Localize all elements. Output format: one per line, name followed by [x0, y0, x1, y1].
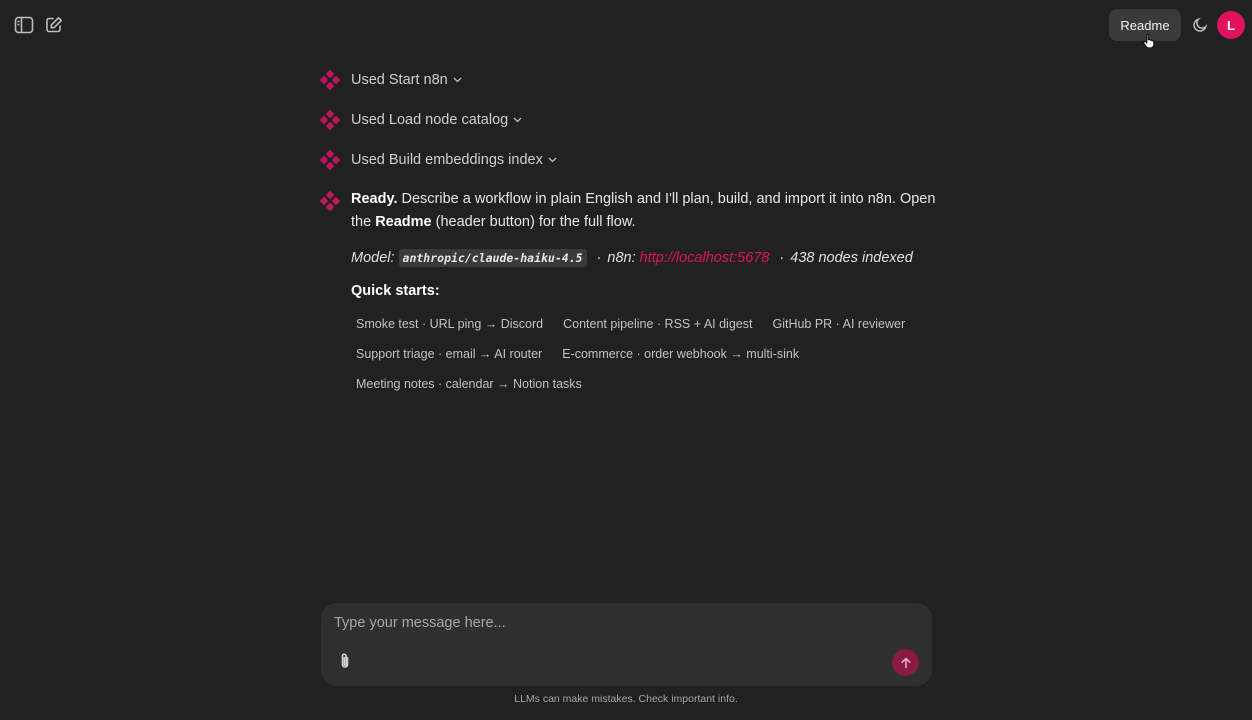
quick-starts-list — [351, 309, 921, 399]
nodes-count: 438 nodes indexed — [790, 250, 913, 266]
readme-reference: Readme — [375, 214, 432, 230]
chevron-down-icon — [548, 157, 557, 163]
avatar[interactable]: L — [1217, 11, 1245, 39]
model-info: Model: anthropic/claude-haiku-4.5 · n8n: http://localhost:5678 · 438 nodes indexed — [351, 250, 913, 266]
mouse-cursor-icon — [1143, 33, 1155, 53]
n8n-logo-icon — [320, 191, 340, 211]
quick-start-meeting-notes[interactable]: Meeting notes · calendar → Notion tasks — [356, 377, 582, 391]
quick-start-github-pr[interactable]: GitHub PR · AI reviewer — [772, 317, 906, 331]
quick-start-smoke-test[interactable]: Smoke test · URL ping → Discord — [356, 317, 544, 331]
disclaimer-text: LLMs can make mistakes. Check important info. — [514, 693, 738, 705]
tool-step-build-embeddings-index[interactable] — [320, 148, 557, 172]
new-chat-icon[interactable] — [42, 13, 66, 37]
message-composer — [321, 603, 932, 686]
quick-start-e-commerce[interactable]: E-commerce · order webhook → multi-sink — [562, 347, 800, 361]
readme-button[interactable]: Readme — [1109, 9, 1181, 41]
n8n-logo-icon — [320, 70, 340, 90]
message-input[interactable] — [334, 611, 894, 635]
ready-label: Ready. — [351, 191, 398, 207]
paperclip-icon[interactable] — [335, 651, 355, 671]
tool-step-start-n8n[interactable] — [320, 68, 462, 92]
chevron-down-icon — [513, 117, 522, 123]
top-bar — [0, 0, 1252, 50]
arrow-up-icon — [900, 657, 912, 669]
n8n-url-link[interactable]: http://localhost:5678 — [639, 250, 770, 266]
tool-step-load-node-catalog[interactable] — [320, 108, 522, 132]
quick-start-support-triage[interactable]: Support triage · email → AI router — [356, 347, 543, 361]
tool-step-label: Used Build embeddings index — [351, 152, 543, 168]
message-paragraph: Ready. Describe a workflow in plain English and I'll plan, build, and import it into n8n. Open the Readme (header button) for the full flow. — [351, 191, 936, 230]
n8n-logo-icon — [320, 150, 340, 170]
quick-starts-title: Quick starts: — [351, 283, 440, 299]
moon-icon[interactable] — [1188, 13, 1212, 37]
send-button[interactable] — [892, 649, 919, 676]
quick-start-content-pipeline[interactable]: Content pipeline · RSS + AI digest — [563, 317, 753, 331]
sidebar-toggle-icon[interactable] — [12, 13, 36, 37]
tool-step-label: Used Load node catalog — [351, 112, 509, 128]
tool-step-label: Used Start n8n — [351, 72, 448, 88]
n8n-logo-icon — [320, 110, 340, 130]
chevron-down-icon — [453, 77, 462, 83]
model-name-code: anthropic/claude-haiku-4.5 — [399, 249, 587, 267]
